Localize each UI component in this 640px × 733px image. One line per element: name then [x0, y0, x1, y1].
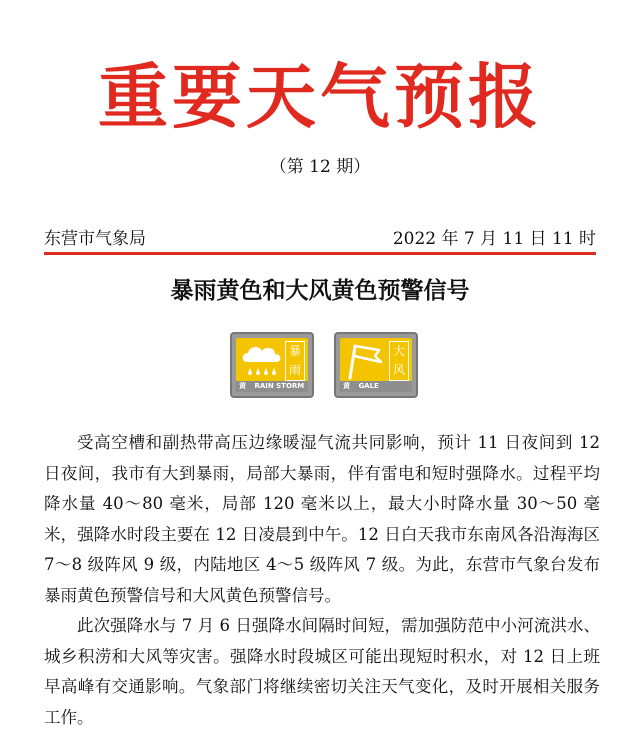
rainstorm-yellow-signal	[230, 332, 314, 398]
masthead-title: 重要天气预报	[98, 55, 542, 138]
signal-char: 风	[392, 363, 405, 377]
body-paragraph: 受高空槽和副热带高压边缘暖湿气流共同影响，预计 11 日夜间到 12 日夜间，我市有大到暴雨，局部大暴雨，伴有雷电和短时强降水。过程平均降水量 40～80 毫米，局部 120 毫米以上，最大小时降水量 30～50 毫米，强降水时段主要在 12 日凌晨到中午。12 日白天我市东南风各沿海海区 7～8 级阵风 9 级，内陆地区 4～5 级阵风 7 级。为此，东营市气象台发布暴雨黄色预警信号和大风黄色预警信号。	[44, 433, 600, 605]
issue-datetime: 2022 年 7 月 11 日 11 时	[392, 229, 596, 249]
gale-yellow-signal	[334, 332, 418, 398]
wind-flag-icon	[343, 340, 391, 382]
rain-cloud-icon	[239, 340, 287, 382]
signal-chars	[285, 341, 305, 381]
body-paragraph: 此次强降水与 7 月 6 日强降水间隔时间短，需加强防范中小河流洪水、城乡积涝和大风等灾害。强降水时段城区可能出现短时积水，对 12 日上班早高峰有交通影响。气象部门将继续密切关注天气变化，及时开展相关服务工作。	[44, 616, 600, 727]
signal-char: 暴	[288, 344, 301, 358]
signal-chars	[389, 341, 409, 381]
red-divider	[44, 252, 596, 255]
signal-band	[236, 381, 308, 392]
signal-english-label: GALE	[358, 382, 379, 390]
signal-level: 黄	[343, 382, 350, 390]
signal-level: 黄	[239, 382, 246, 390]
signal-band	[340, 381, 412, 392]
signal-char: 雨	[288, 363, 301, 377]
forecast-body	[44, 428, 600, 733]
signal-english-label: RAIN STORM	[254, 382, 305, 390]
issue-number: （第 12 期）	[269, 157, 371, 177]
document-title: 暴雨黄色和大风黄色预警信号	[170, 277, 470, 304]
signal-char: 大	[392, 344, 405, 358]
issuer: 东营市气象局	[44, 229, 146, 249]
